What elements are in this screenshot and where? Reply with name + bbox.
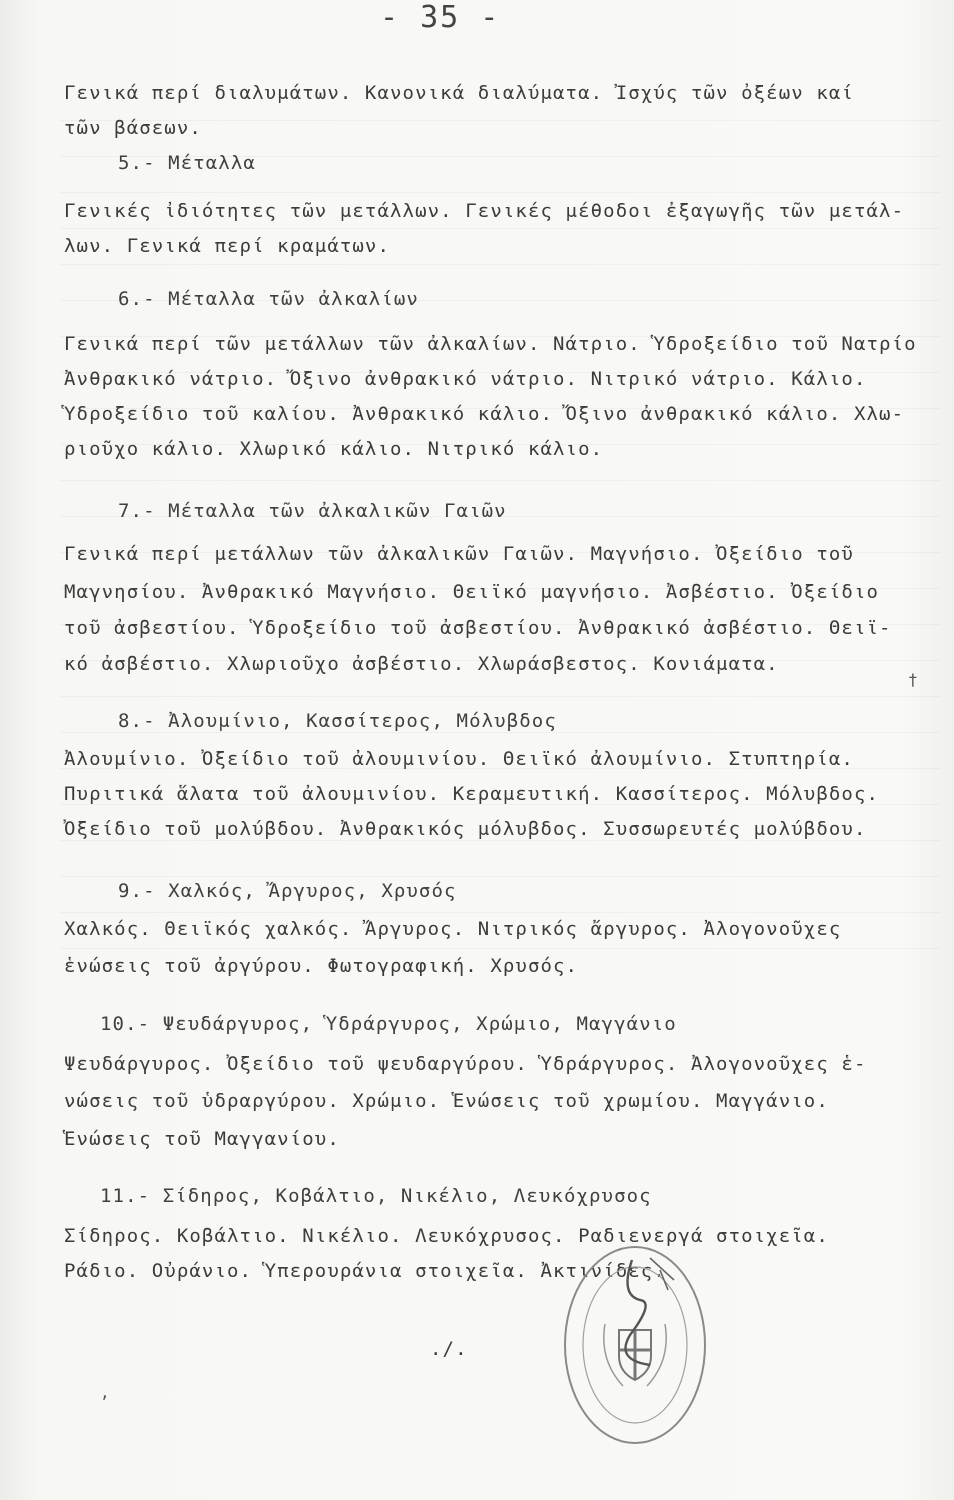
section-heading: 9.- Χαλκός, Ἄργυρος, Χρυσός: [118, 880, 457, 902]
text-line: Γενικά περί τῶν μετάλλων τῶν ἀλκαλίων. Νάτριο. Ὑδροξείδιο τοῦ Νατρίο: [64, 333, 917, 355]
text-line: τοῦ ἀσβεστίου. Ὑδροξείδιο τοῦ ἀσβεστίου. Ἀνθρακικό ἀσβέστιο. Θειϊ-: [64, 617, 892, 639]
text-line: Χαλκός. Θειϊκός χαλκός. Ἄργυρος. Νιτρικός ἄργυρος. Ἀλογονοῦχες: [64, 918, 842, 940]
text-line: ἑνώσεις τοῦ ἀργύρου. Φωτογραφική. Χρυσός.: [64, 955, 579, 977]
text-line: Ἀνθρακικό νάτριο. Ὄξινο ἀνθρακικό νάτριο. Νιτρικό νάτριο. Κάλιο.: [64, 368, 867, 390]
section-heading: 10.- Ψευδάργυρος, Ὑδράργυρος, Χρώμιο, Μαγγάνιο: [100, 1013, 677, 1035]
stray-mark: ,: [100, 1383, 110, 1402]
text-line: κό ἀσβέστιο. Χλωριοῦχο ἀσβέστιο. Χλωράσβεστος. Κονιάματα.: [64, 653, 779, 675]
text-line: τῶν βάσεων.: [64, 117, 202, 139]
text-line: Ράδιο. Οὐράνιο. Ὑπερουράνια στοιχεῖα. Ἀκτινίδες.: [64, 1260, 666, 1282]
text-line: Ἑνώσεις τοῦ Μαγγανίου.: [64, 1128, 340, 1150]
text-line: Ὀξείδιο τοῦ μολύβδου. Ἀνθρακικός μόλυβδος. Συσσωρευτές μολύβδου.: [64, 818, 867, 840]
text-line: Γενικές ἰδιότητες τῶν μετάλλων. Γενικές μέθοδοι ἐξαγωγῆς τῶν μετάλ-: [64, 200, 905, 222]
section-heading: 8.- Ἀλουμίνιο, Κασσίτερος, Μόλυβδος: [118, 710, 557, 732]
section-heading: 6.- Μέταλλα τῶν ἀλκαλίων: [118, 288, 419, 310]
text-line: ριοῦχο κάλιο. Χλωρικό κάλιο. Νιτρικό κάλιο.: [64, 438, 604, 460]
section-heading: 5.- Μέταλλα: [118, 152, 256, 174]
text-line: νώσεις τοῦ ὑδραργύρου. Χρώμιο. Ἑνώσεις τοῦ χρωμίου. Μαγγάνιο.: [64, 1090, 829, 1112]
text-line: Πυριτικά ἅλατα τοῦ ἀλουμινίου. Κεραμευτική. Κασσίτερος. Μόλυβδος.: [64, 783, 880, 805]
page-number: - 35 -: [380, 0, 501, 35]
official-seal-stamp: [560, 1240, 710, 1450]
stray-mark: †: [908, 670, 918, 689]
text-line: Γενικά περί μετάλλων τῶν ἀλκαλικῶν Γαιῶν. Μαγνήσιο. Ὀξείδιο τοῦ: [64, 543, 854, 565]
text-line: Μαγνησίου. Ἀνθρακικό Μαγνήσιο. Θειϊκό μαγνήσιο. Ἀσβέστιο. Ὀξείδιο: [64, 581, 880, 603]
text-line: Γενικά περί διαλυμάτων. Κανονικά διαλύματα. Ἰσχύς τῶν ὀξέων καί: [64, 82, 854, 104]
text-line: Ψευδάργυρος. Ὀξείδιο τοῦ ψευδαργύρου. Ὑδράργυρος. Ἀλογονοῦχες ἑ-: [64, 1053, 867, 1075]
text-line: Σίδηρος. Κοβάλτιο. Νικέλιο. Λευκόχρυσος. Ραδιενεργά στοιχεῖα.: [64, 1225, 829, 1247]
text-line: λων. Γενικά περί κραμάτων.: [64, 235, 391, 257]
text-line: Ὑδροξείδιο τοῦ καλίου. Ἀνθρακικό κάλιο. Ὄξινο ἀνθρακικό κάλιο. Χλω-: [64, 403, 905, 425]
section-heading: 7.- Μέταλλα τῶν ἀλκαλικῶν Γαιῶν: [118, 500, 507, 522]
text-line: Ἀλουμίνιο. Ὀξείδιο τοῦ ἀλουμινίου. Θειϊκό ἀλουμίνιο. Στυπτηρία.: [64, 748, 854, 770]
section-heading: 11.- Σίδηρος, Κοβάλτιο, Νικέλιο, Λευκόχρυσος: [100, 1185, 652, 1207]
end-mark: ./.: [430, 1338, 468, 1360]
